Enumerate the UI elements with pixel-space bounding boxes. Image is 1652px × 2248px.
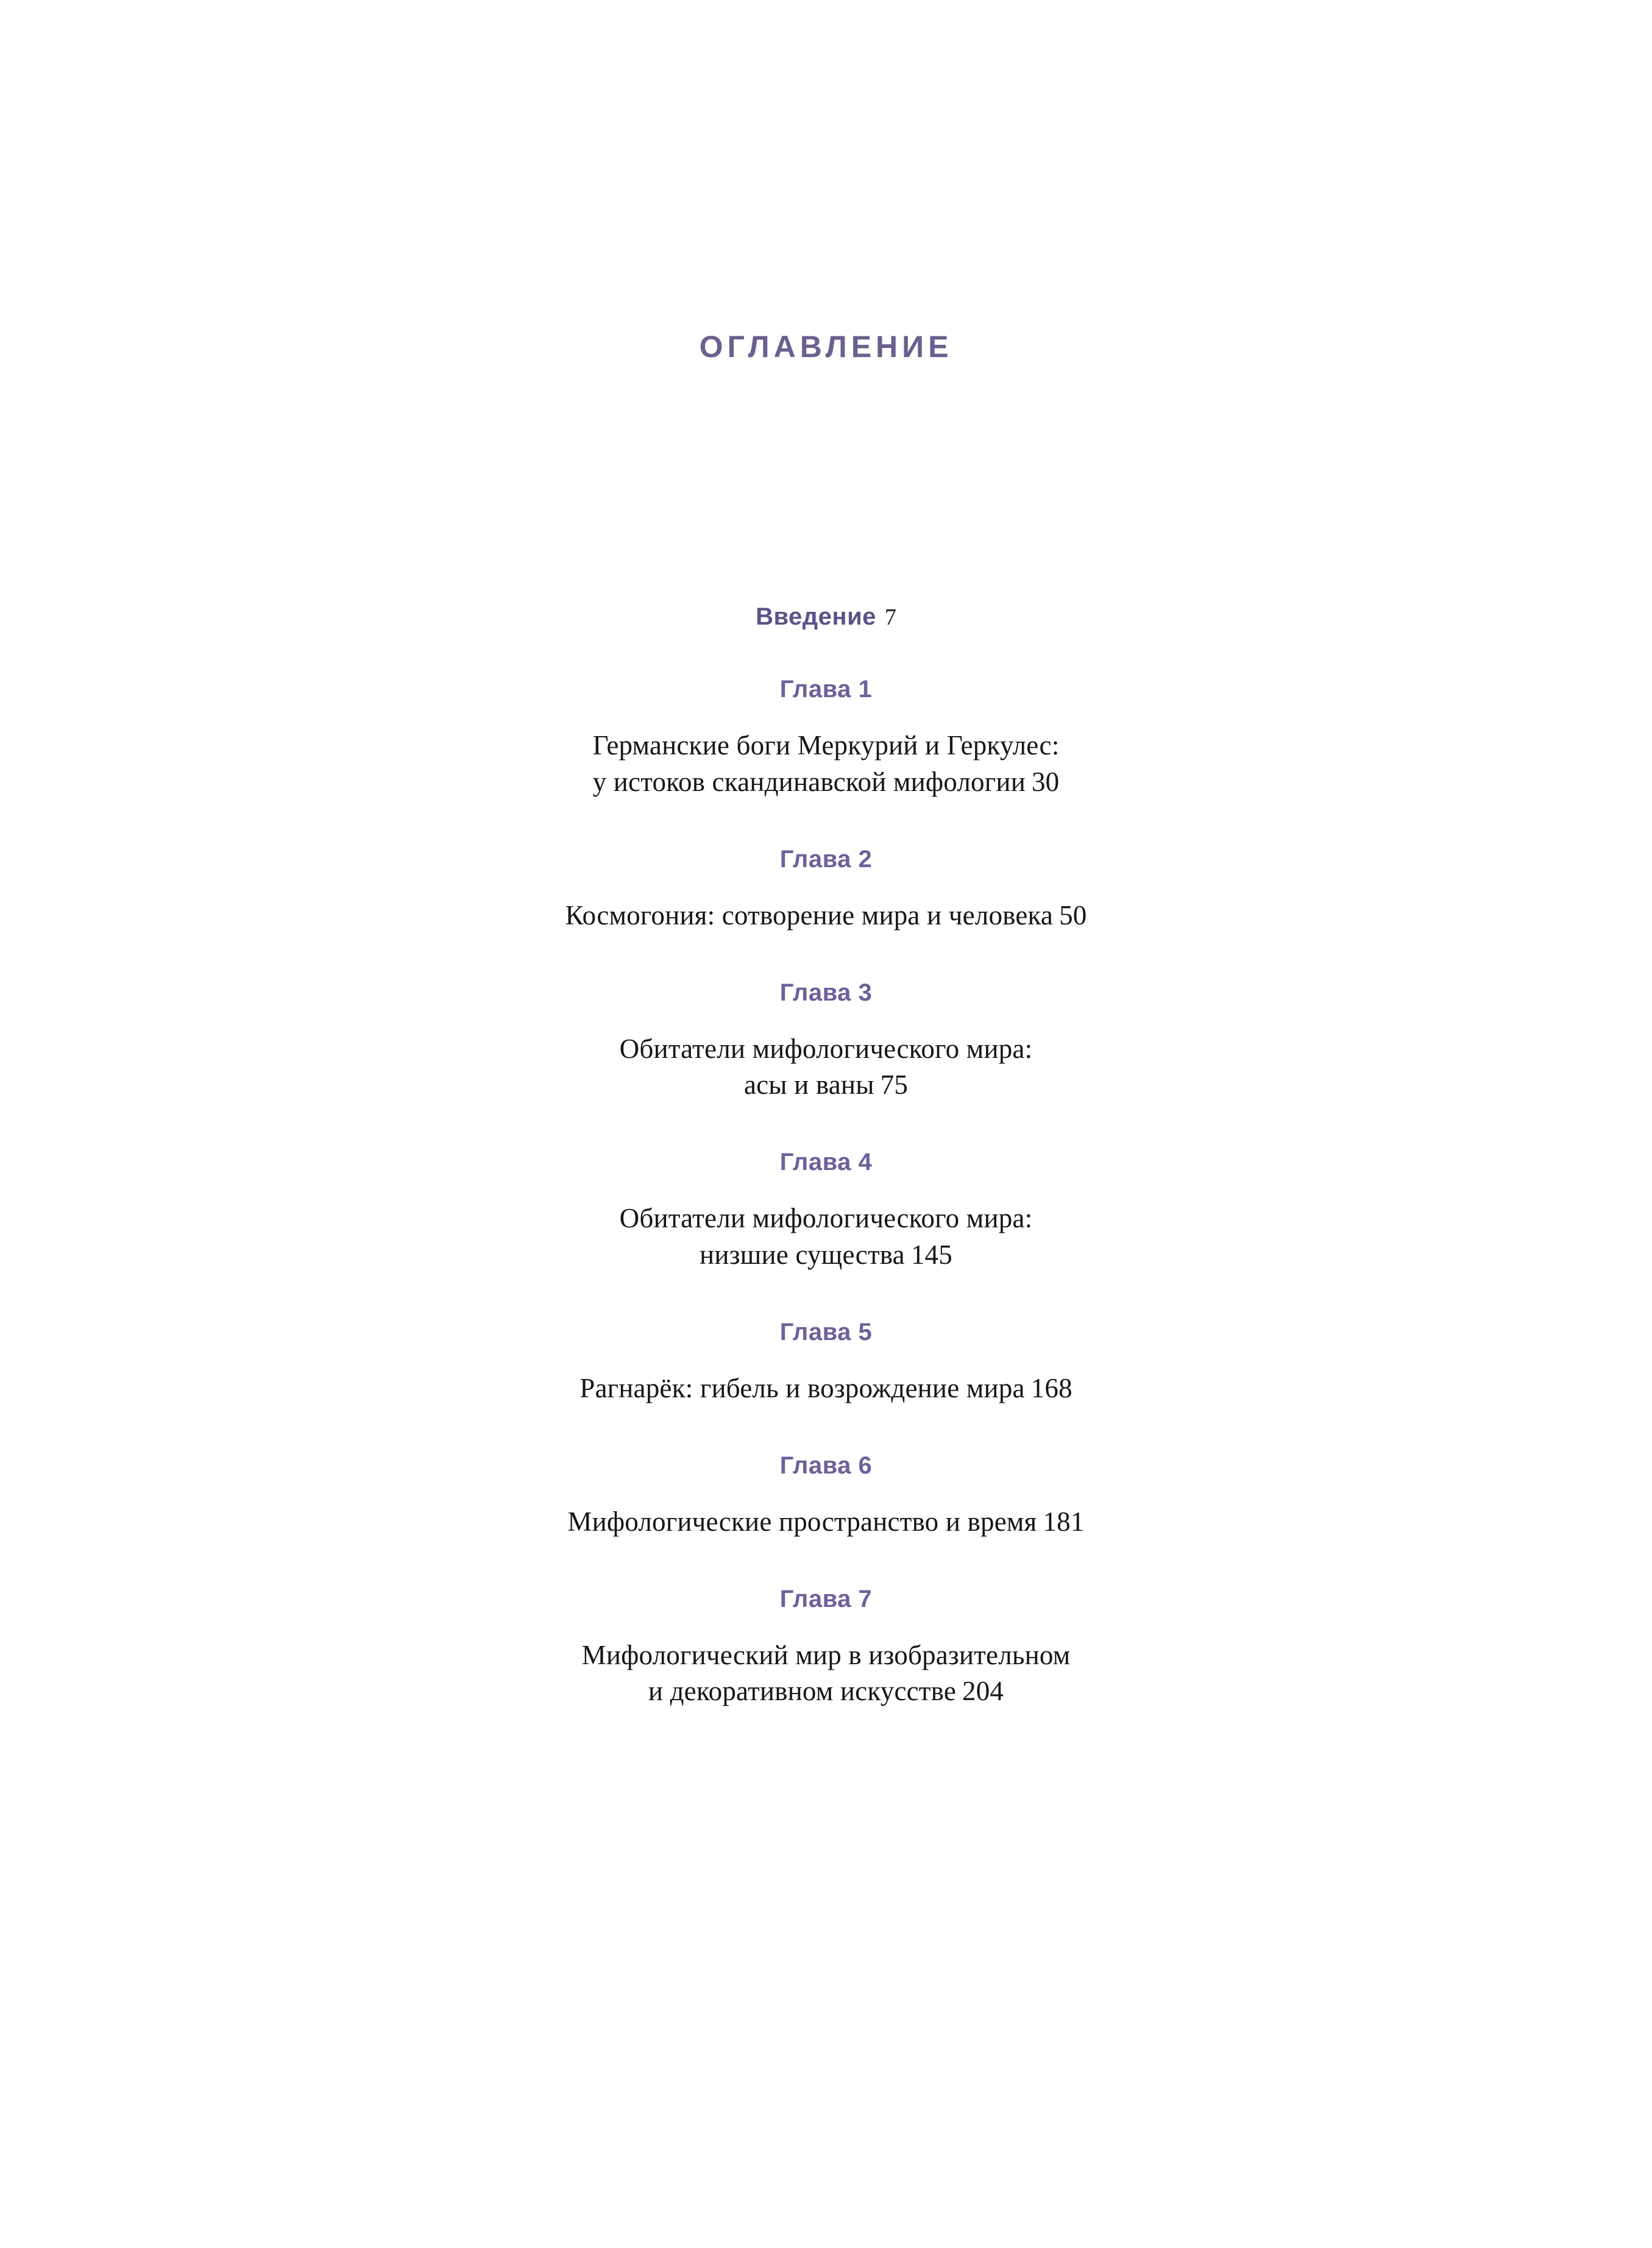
toc-entry-introduction[interactable] [0,603,1652,631]
chapter-label: Глава 6 [779,1452,873,1479]
chapter-title-text: Рагнарёк: гибель и возрождение мира [580,1372,1025,1403]
chapter-title-line [0,1370,1652,1407]
chapter-title [0,898,1652,934]
chapter-title [0,1200,1652,1274]
toc-entry-label: Введение [756,603,876,630]
chapter-title [0,1504,1652,1541]
chapter-title-text: и декоративном искусстве [648,1676,957,1707]
chapter-title-line [0,1673,1652,1710]
chapter-title-line [0,898,1652,934]
toc-entry-chapter-4[interactable] [0,1149,1652,1274]
toc-entry-chapter-2[interactable] [0,846,1652,934]
toc-entry-page-number: 50 [1059,899,1087,931]
toc-entry-page-number: 181 [1043,1506,1085,1537]
toc-entry-chapter-7[interactable] [0,1586,1652,1711]
chapter-title-line: Обитатели мифологического мира: [619,1033,1033,1064]
toc-entry-page-number: 75 [880,1069,909,1101]
toc-entry-chapter-5[interactable] [0,1319,1652,1407]
page-title: ОГЛАВЛЕНИЕ [699,330,953,364]
chapter-title-line [0,764,1652,801]
chapter-title-text: низшие существа [700,1239,905,1271]
toc-entry-page-number: 145 [910,1239,952,1271]
chapter-label: Глава 1 [779,676,873,703]
toc-entry-page-number: 30 [1031,766,1060,797]
chapter-title-text: Космогония: сотворение мира и человека [565,899,1054,931]
chapter-title [0,728,1652,801]
chapter-title [0,1031,1652,1104]
toc-entry-page-number: 204 [962,1676,1004,1707]
chapter-title [0,1637,1652,1711]
chapter-title [0,1370,1652,1407]
chapter-label: Глава 2 [779,845,873,873]
chapter-title-line [0,1067,1652,1104]
chapter-label: Глава 5 [779,1318,873,1346]
toc-entries [0,603,1652,1710]
toc-entry-page-number: 7 [884,605,896,630]
chapter-label: Глава 7 [779,1585,873,1612]
chapter-label: Глава 4 [779,1149,873,1176]
chapter-title-text: асы и ваны [743,1069,874,1101]
chapter-title-line: Германские боги Меркурий и Геркулес: [592,730,1060,761]
chapter-title-line [0,1237,1652,1274]
chapter-title-line: Обитатели мифологического мира: [619,1203,1033,1234]
chapter-label: Глава 3 [779,979,873,1006]
chapter-title-line [0,1504,1652,1541]
chapter-title-text: у истоков скандинавской мифологии [592,766,1026,797]
toc-entry-chapter-6[interactable] [0,1452,1652,1541]
chapter-title-line: Мифологический мир в изобразительном [581,1639,1071,1670]
chapter-title-text: Мифологические пространство и время [567,1506,1037,1537]
toc-entry-chapter-1[interactable] [0,676,1652,801]
toc-entry-chapter-3[interactable] [0,979,1652,1104]
toc-entry-page-number: 168 [1030,1372,1072,1403]
